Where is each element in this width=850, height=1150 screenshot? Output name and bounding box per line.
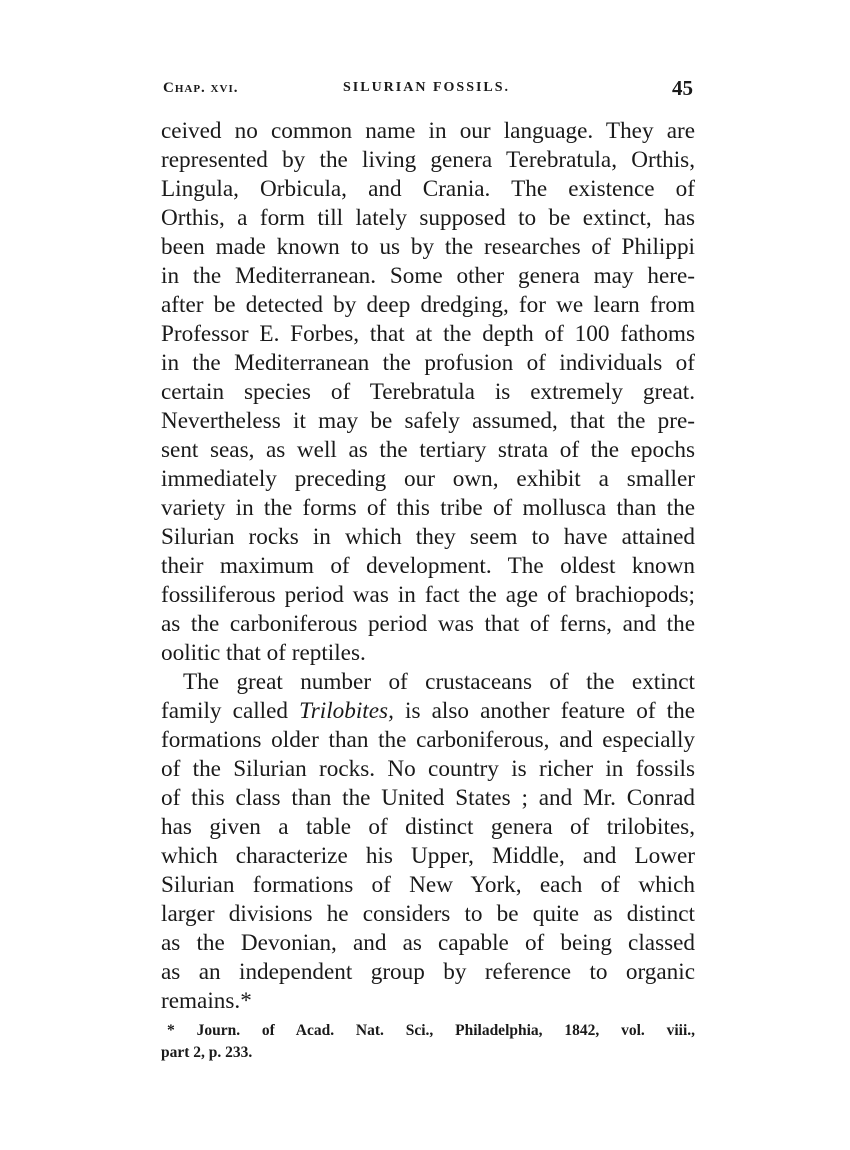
chapter-label: Chap. xvi.	[163, 80, 239, 96]
paragraph-2	[161, 668, 695, 1016]
text-line: variety in the forms of this tribe of mollusca than the	[161, 495, 695, 521]
text-line: Silurian formations of New York, each of which	[161, 872, 695, 898]
text-line: Nevertheless it may be safely assumed, that the pre-	[161, 408, 695, 434]
text-line	[161, 697, 695, 726]
text-line: oolitic that of reptiles.	[161, 640, 366, 666]
text-line: which characterize his Upper, Middle, and Lower	[161, 843, 695, 869]
text-line: in the Mediterranean the profusion of individuals of	[161, 350, 695, 376]
text-line: as the Devonian, and as capable of being classed	[161, 930, 695, 956]
text-line: immediately preceding our own, exhibit a smaller	[161, 466, 695, 492]
text-line: after be detected by deep dredging, for we learn from	[161, 292, 695, 318]
text-line: Lingula, Orbicula, and Crania. The existence of	[161, 176, 695, 202]
text-line: ceived no common name in our language. They are	[161, 118, 695, 144]
text-line: The great number of crustaceans of the extinct	[183, 669, 695, 695]
text-line: remains.*	[161, 988, 252, 1014]
page-number: 45	[672, 76, 693, 100]
text-run: family called	[161, 698, 300, 724]
text-line: of the Silurian rocks. No country is richer in fossils	[161, 756, 695, 782]
text-line: represented by the living genera Terebratula, Orthis,	[161, 147, 695, 173]
text-line: sent seas, as well as the tertiary strata of the epochs	[161, 437, 695, 463]
text-line: Silurian rocks in which they seem to have attained	[161, 524, 695, 550]
text-line: in the Mediterranean. Some other genera may here-	[161, 263, 695, 289]
text-line: Professor E. Forbes, that at the depth of 100 fathoms	[161, 321, 695, 347]
text-line: has given a table of distinct genera of trilobites,	[161, 814, 695, 840]
text-line: larger divisions he considers to be quite as distinct	[161, 901, 695, 927]
running-title: SILURIAN FOSSILS.	[343, 80, 511, 95]
footnote-line: * Journ. of Acad. Nat. Sci., Philadelphia, 1842, vol. viii.,	[167, 1022, 695, 1039]
footnote	[161, 1020, 695, 1064]
text-line: fossiliferous period was in fact the age of brachiopods;	[161, 582, 695, 608]
text-line: been made known to us by the researches of Philippi	[161, 234, 695, 260]
text-line: Orthis, a form till lately supposed to be extinct, has	[161, 205, 695, 231]
text-line: of this class than the United States ; and Mr. Conrad	[161, 785, 695, 811]
text-run: is also another feature of the	[393, 698, 696, 724]
text-line: their maximum of development. The oldest known	[161, 553, 695, 579]
book-page	[161, 0, 695, 1150]
paragraph-1	[161, 117, 695, 668]
text-line: as the carboniferous period was that of ferns, and the	[161, 611, 695, 637]
text-line: as an independent group by reference to organic	[161, 959, 695, 985]
text-line: formations older than the carboniferous, and especially	[161, 727, 695, 753]
footnote-line: part 2, p. 233.	[161, 1044, 253, 1061]
body-text	[161, 117, 695, 1016]
running-head	[161, 76, 695, 102]
text-line: certain species of Terebratula is extremely great.	[161, 379, 695, 405]
italic-term: Trilobites,	[299, 698, 394, 724]
